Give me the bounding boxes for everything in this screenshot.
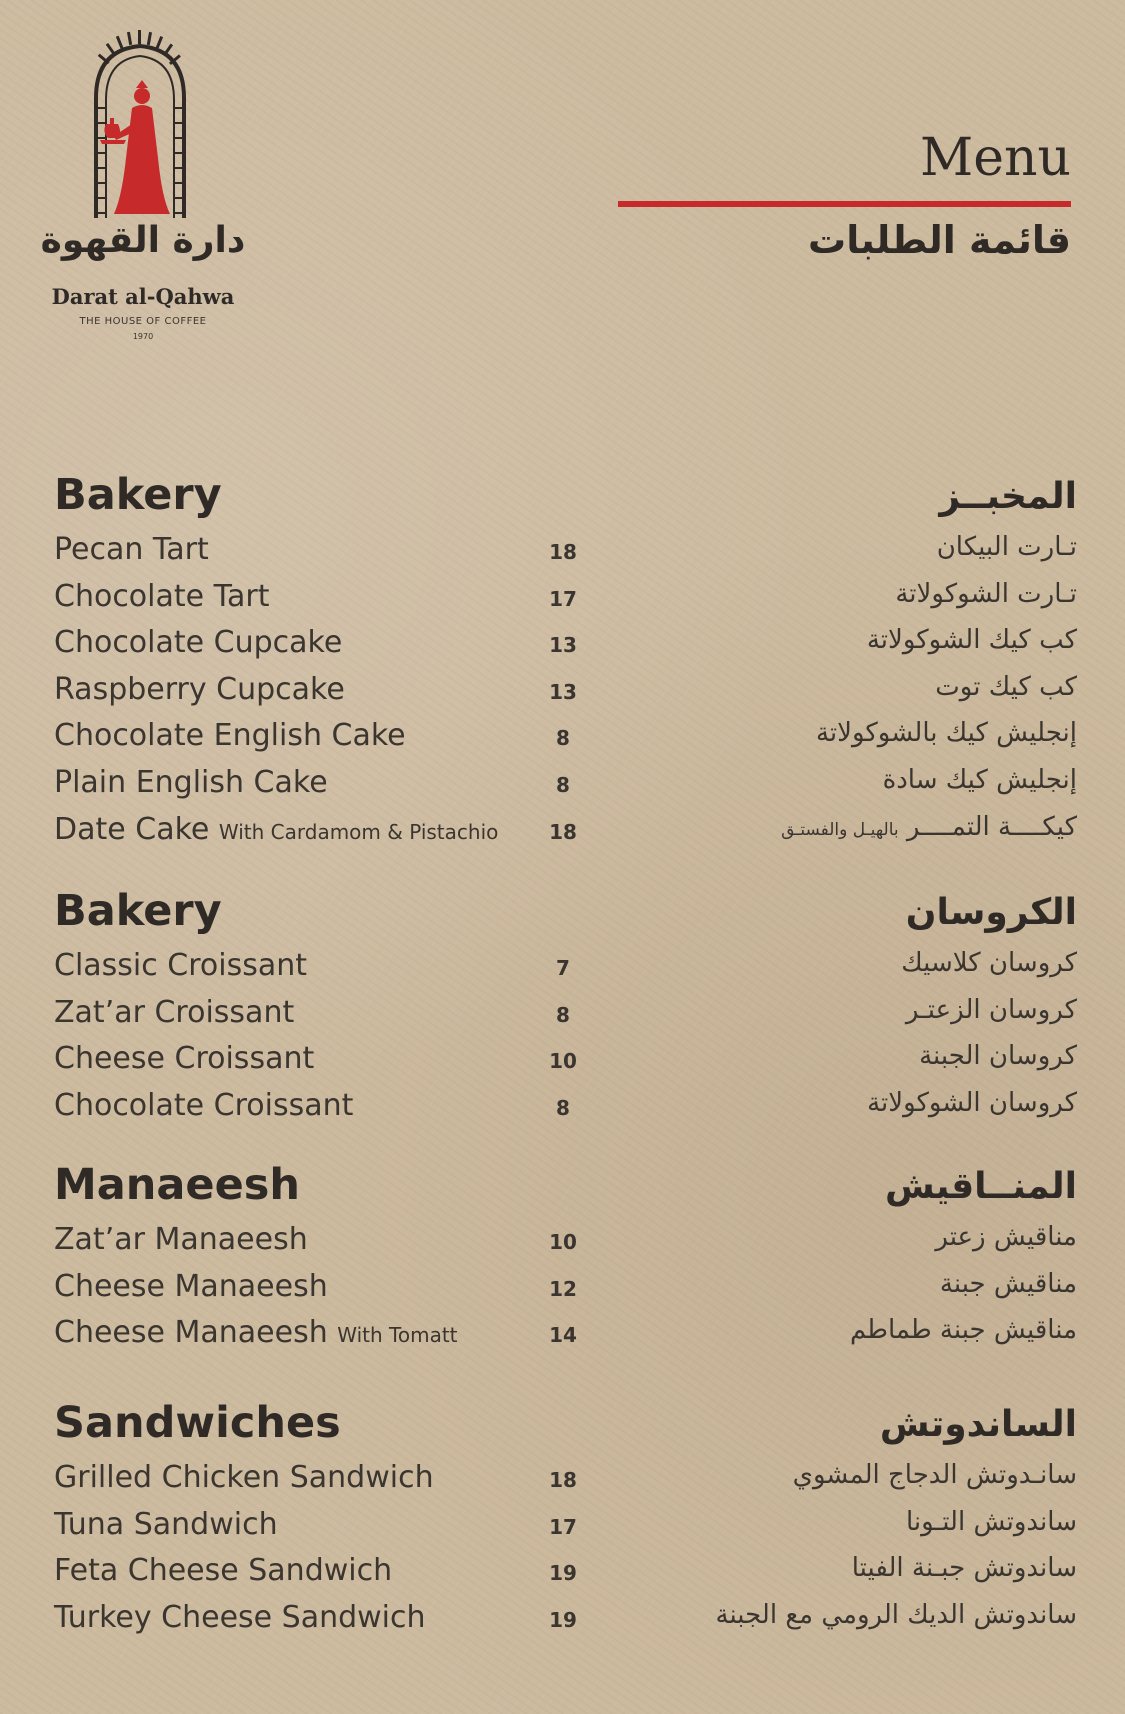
item-price: 13 (549, 633, 577, 658)
item-price: 19 (549, 1561, 577, 1586)
menu-item (0, 1553, 1125, 1600)
menu-item (0, 1315, 1125, 1362)
item-price: 8 (556, 1002, 570, 1027)
item-price: 10 (549, 1049, 577, 1074)
item-name: Chocolate Croissant (54, 1087, 354, 1123)
item-name-arabic: تـارت الشوكولاتة (895, 578, 1077, 609)
brand-year: 1970 (132, 332, 154, 341)
item-name-arabic: سانـدوتش الدجاج المشوي (792, 1460, 1077, 1490)
item-name-arabic: ساندوتش التـونا (906, 1506, 1077, 1537)
brand-name-english: Darat al-Qahwa (51, 284, 235, 309)
item-name: Turkey Cheese Sandwich (54, 1599, 426, 1635)
item-name-arabic: مناقيش جبنة (939, 1268, 1077, 1299)
menu-item (0, 948, 1125, 995)
menu-title-english: Menu (920, 128, 1071, 188)
item-name: Plain English Cake (54, 764, 328, 800)
menu-item (0, 1460, 1125, 1507)
section-title-arabic: المنــاقيش (885, 1166, 1077, 1207)
item-name-arabic: كروسان الجبنة (919, 1041, 1077, 1072)
item-name: Cheese Manaeesh With Tomatt (54, 1315, 458, 1351)
menu-item (0, 672, 1125, 719)
item-name-arabic: ساندوتش جبـنة الفيتا (851, 1553, 1077, 1584)
item-name-arabic: إنجليش كيك سادة (882, 764, 1077, 795)
item-name: Raspberry Cupcake (54, 671, 345, 707)
item-name: Classic Croissant (54, 948, 308, 983)
item-name: Zat’ar Manaeesh (54, 1222, 308, 1257)
item-price: 18 (549, 819, 577, 844)
item-price: 8 (556, 1095, 570, 1120)
item-name: Chocolate English Cake (54, 718, 406, 754)
item-name-arabic: ساندوتش الديك الرومي مع الجبنة (715, 1599, 1077, 1630)
section-title-english: Sandwiches (54, 1398, 341, 1448)
brand-name-arabic: دارة القهوة (40, 220, 246, 261)
section-title-arabic: الكروسان (905, 892, 1077, 933)
item-price: 17 (549, 1514, 577, 1539)
item-name: Date Cake With Cardamom & Pistachio (54, 811, 499, 847)
item-name-arabic: مناقيش زعتر (935, 1222, 1077, 1252)
brand-tagline: THE HOUSE OF COFFEE (79, 316, 207, 327)
item-name: Pecan Tart (54, 532, 209, 567)
item-price: 8 (556, 772, 570, 797)
menu-item (0, 812, 1125, 859)
item-name-arabic: تـارت البيكان (936, 532, 1077, 562)
item-name: Cheese Manaeesh (54, 1268, 328, 1304)
item-name-arabic: مناقيش جبنة طماطم (850, 1315, 1077, 1346)
menu-item (0, 625, 1125, 672)
menu-item (0, 1600, 1125, 1647)
section-title-arabic: الساندوتش (879, 1404, 1077, 1445)
item-price: 18 (549, 540, 577, 564)
menu-item (0, 1222, 1125, 1269)
item-name-arabic: كب كيك توت (935, 671, 1077, 702)
menu-item (0, 765, 1125, 812)
item-name-arabic: كيكــــة التمــــر بالهيـل والفستـق (781, 811, 1077, 842)
menu-title-arabic: قائمة الطلبات (808, 218, 1071, 262)
item-price: 18 (549, 1468, 577, 1492)
menu-item (0, 532, 1125, 579)
item-name: Tuna Sandwich (54, 1506, 278, 1542)
item-name: Chocolate Tart (54, 578, 270, 614)
item-price: 12 (549, 1276, 577, 1301)
item-name: Zat’ar Croissant (54, 994, 295, 1030)
item-name-arabic: كب كيك الشوكولاتة (866, 625, 1077, 656)
section-title-arabic: المخبــز (939, 476, 1077, 517)
item-name-arabic: إنجليش كيك بالشوكولاتة (815, 718, 1077, 749)
title-divider (618, 201, 1071, 207)
section-title-english: Manaeesh (54, 1160, 300, 1210)
menu-item (0, 579, 1125, 626)
menu-item (0, 995, 1125, 1042)
item-price: 14 (549, 1323, 577, 1348)
menu-item (0, 1269, 1125, 1316)
item-name: Grilled Chicken Sandwich (54, 1460, 434, 1495)
item-price: 8 (556, 726, 570, 751)
section-title-english: Bakery (54, 470, 222, 520)
item-name-arabic: كروسان كلاسيك (901, 948, 1077, 978)
item-price: 10 (549, 1230, 577, 1254)
item-name-arabic: كروسان الزعتـر (905, 994, 1077, 1025)
item-name: Cheese Croissant (54, 1041, 315, 1077)
brand-logo (38, 20, 248, 341)
item-price: 17 (549, 586, 577, 611)
menu-item (0, 1507, 1125, 1554)
item-name-arabic: كروسان الشوكولاتة (867, 1087, 1077, 1118)
item-name: Chocolate Cupcake (54, 625, 343, 661)
section-title-english: Bakery (54, 886, 222, 936)
coffee-server-emblem-icon (78, 28, 208, 228)
menu-item (0, 718, 1125, 765)
menu-item (0, 1041, 1125, 1088)
item-price: 19 (549, 1607, 577, 1632)
item-price: 13 (549, 679, 577, 704)
menu-item (0, 1088, 1125, 1135)
item-price: 7 (556, 956, 570, 980)
item-name: Feta Cheese Sandwich (54, 1553, 393, 1589)
